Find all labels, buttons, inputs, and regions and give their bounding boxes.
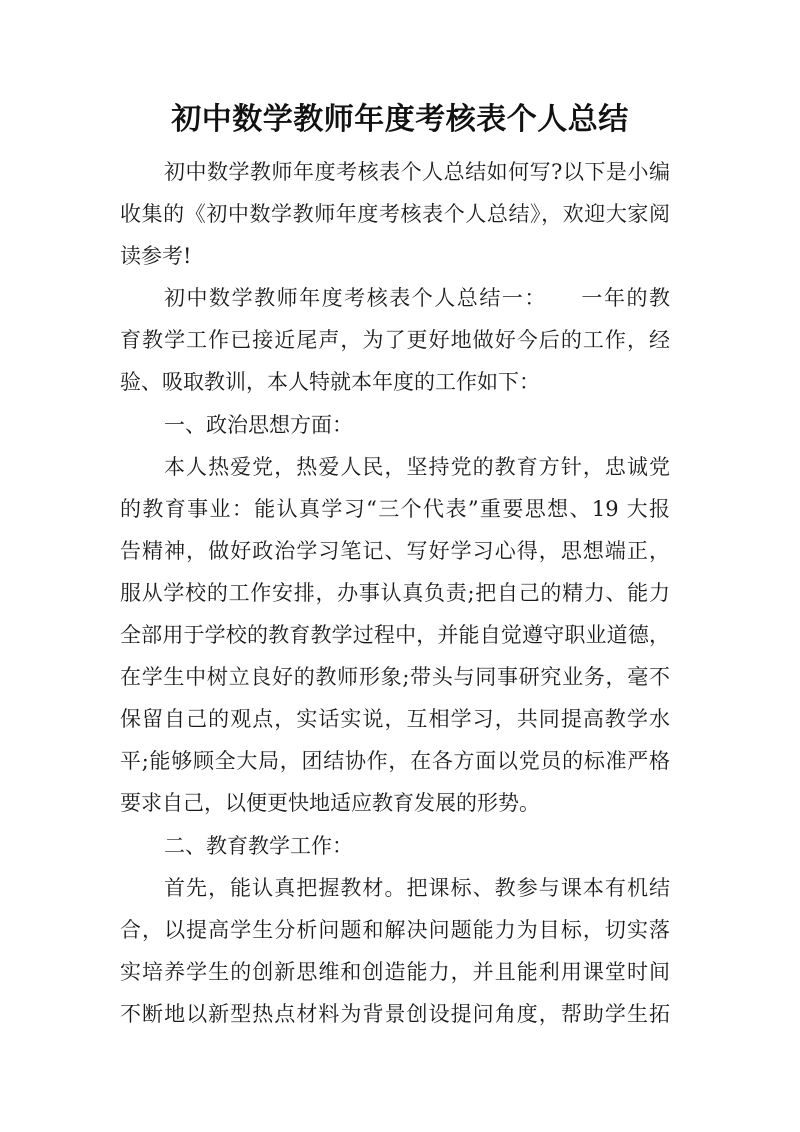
- text-line: 实培养学生的创新思维和创造能力，并且能利用课堂时间: [120, 959, 670, 984]
- text-line: 保留自己的观点，实话实说，互相学习，共同提高教学水: [120, 707, 670, 732]
- text-line: 合，以提高学生分析问题和解决问题能力为目标，切实落: [120, 917, 670, 942]
- text-line: 本人热爱党，热爱人民，坚持党的教育方针，忠诚党: [164, 454, 670, 479]
- section-heading-political: [120, 409, 670, 451]
- text-line: 育教学工作已接近尾声，为了更好地做好今后的工作，经: [120, 328, 670, 353]
- document-title: 初中数学教师年度考核表个人总结: [171, 102, 629, 137]
- text-line: 在学生中树立良好的教师形象;带头与同事研究业务，毫不: [120, 665, 670, 690]
- paragraph-intro: [120, 156, 670, 282]
- text-line: 全部用于学校的教育教学过程中，并能自觉遵守职业道德，: [120, 623, 670, 648]
- text-line: 平;能够顾全大局，团结协作，在各方面以党员的标准严格: [120, 749, 670, 774]
- text-line: 读参考!: [120, 244, 192, 269]
- text-line: 验、吸取教训，本人特就本年度的工作如下：: [120, 370, 540, 395]
- section-heading: 二、教育教学工作：: [164, 833, 353, 858]
- text-line: 收集的《初中数学教师年度考核表个人总结》，欢迎大家阅: [120, 202, 670, 227]
- section-heading: 一、政治思想方面：: [164, 412, 353, 437]
- paragraph-summary-one: [120, 282, 670, 408]
- paragraph-teaching: [120, 872, 670, 1040]
- text-line: 的教育事业：能认真学习“三个代表”重要思想、19 大报: [120, 496, 670, 521]
- text-line: 首先，能认真把握教材。把课标、教参与课本有机结: [164, 875, 670, 900]
- text-line: 不断地以新型热点材料为背景创设提问角度，帮助学生拓: [120, 1001, 670, 1026]
- section-heading-teaching: [120, 830, 670, 872]
- text-line: 初中数学教师年度考核表个人总结如何写?以下是小编: [164, 160, 670, 184]
- document-body: [120, 156, 670, 1040]
- text-line: 初中数学教师年度考核表个人总结一： 一年的教: [164, 286, 670, 311]
- text-line: 告精神，做好政治学习笔记、写好学习心得，思想端正，: [120, 538, 670, 563]
- paragraph-political: [120, 451, 670, 830]
- text-line: 要求自己，以便更快地适应教育发展的形势。: [120, 791, 540, 816]
- text-line: 服从学校的工作安排，办事认真负责;把自己的精力、能力: [120, 580, 670, 605]
